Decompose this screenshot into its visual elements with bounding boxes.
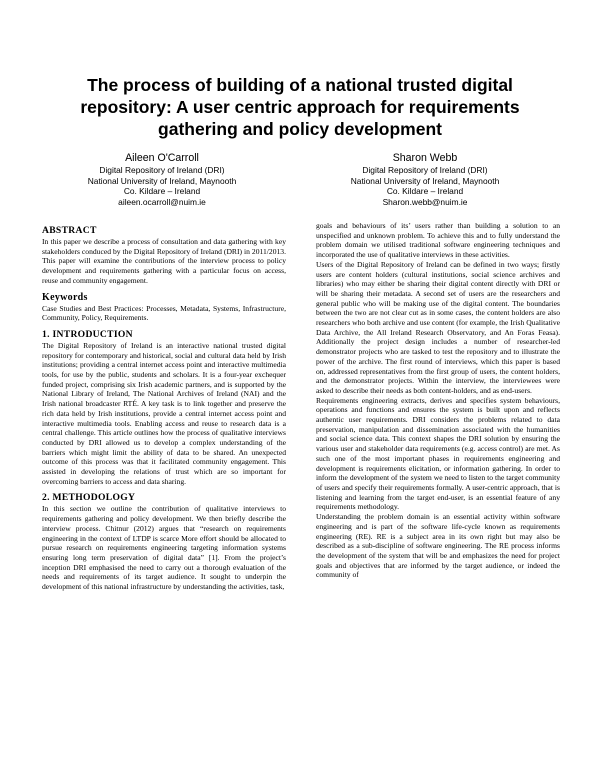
right-column (316, 221, 560, 580)
author-affiliation: National University of Ireland, Maynooth (87, 175, 237, 186)
author-email: Sharon.webb@nuim.ie (382, 196, 468, 207)
author-name: Sharon Webb (392, 152, 458, 164)
introduction-heading: 1. INTRODUCTION (42, 328, 133, 340)
author-location: Co. Kildare – Ireland (123, 186, 201, 197)
paper-title: The process of building of a national trusted digital repository: A user centric approach for requirements gathering and policy development (80, 75, 520, 139)
body-paragraph: Understanding the problem domain is an essential activity within software engineering and is part of the software life-cycle known as requirements engineering (RE). RE is a subject area in its own right but may also be described as a sub-discipline of software engineering. The RE process informs the development of the system that will be and emphasizes the need for project goals and objectives that are informed by the target audience, or indeed the community of (316, 512, 560, 580)
keywords-text: Case Studies and Best Practices: Processes, Metadata, Systems, Infrastructure, Community, Policy, Requirements. (42, 303, 286, 323)
author-name: Aileen O'Carroll (125, 152, 199, 164)
methodology-heading: 2. METHODOLOGY (42, 492, 136, 504)
abstract-text: In this paper we describe a process of consultation and data gathering with key stakeholders conduced by the Digital Repository of Ireland (DRI) in 2011/2013. This paper will examine the contributions of the interview process to policy development and requirements gathering with a particular focus on access, reuse and community engagement. (42, 237, 286, 285)
methodology-paragraph: In this section we outline the contribution of qualitative interviews to requirements gathering and policy development. We then briefly describe the interview process. Chitnur (2012) argues that “research on requirements engineering in the context of LTDP is scarce More effort should be allocated to pursue research on requirements engineering targeting information systems ensuring long term preservation of digital data” [1]. From the project’s inception DRI emphasised the need to carry out a thorough evaluation of the needs and requirements of its target audience. It sought to underpin the development of this national infrastructure by understanding the activities, task, (42, 504, 286, 592)
left-column (42, 221, 286, 592)
author-affiliation: Digital Repository of Ireland (DRI) (362, 165, 488, 175)
author-location: Co. Kildare – Ireland (386, 186, 464, 197)
author-block-2 (305, 152, 545, 207)
author-email: aileen.ocarroll@nuim.ie (118, 196, 206, 207)
author-block-1 (42, 152, 282, 207)
body-paragraph: Users of the Digital Repository of Ireland can be defined in two ways; firstly users are content holders (cultural institutions, social science archives and libraries) who may either be sharing their digital content directly with DRI or will be sharing their metadata. A second set of users are the researchers and general public who will be making use of the digital content. The boundaries between the two are not clear cut as in some cases, the content holders are also researchers who both archive and use content (for example, the Irish Qualitative Data Archive, the All Ireland Research Observatory, and An Foras Feasa). Additionally the project design includes a number of researcher-led demonstrator projects who are tasked to test the repository and to illustrate the power of the archive. The first round of interviews, which this paper is based on, addressed representatives from the first group of users, the content holders, and the demonstrator projects. Within the interview, the interviewees were asked to describe their needs as both content-holders, and as end-users. (316, 259, 560, 395)
body-paragraph: Requirements engineering extracts, derives and specifies system behaviours, operations and functions and ensures the system is built upon and reflects authentic user requirements. DRI considers the problems related to data preservation, manipulation and dissemination associated with the humanities and social science data. This context shapes the DRI solution by ensuring the various user and stakeholder data requirements (e.g. access control) are met. As such one of the most important phases in requirements engineering and development is requirements elicitation, or information gathering. In order to inform the development of the system we need to listen to the target community of users and specify their requirements formally. A user-centric approach, that is listening and learning from the target end-user, is an essential feature of any requirements methodology. (316, 395, 560, 512)
abstract-heading: ABSTRACT (42, 225, 97, 236)
body-paragraph: goals and behaviours of its’ users rather than building a solution to an unspecified and unknown problem. To achieve this and to fully understand the problem domain we utilised traditional software engineering techniques and incorporated the use of qualitative interviews in these activities. (316, 221, 560, 260)
author-affiliation: National University of Ireland, Maynooth (350, 175, 500, 186)
author-affiliation: Digital Repository of Ireland (DRI) (99, 165, 225, 175)
introduction-paragraph: The Digital Repository of Ireland is an interactive national trusted digital repository for contemporary and historical, social and cultural data held by Irish institutions; providing a central internet access point and interactive multimedia tools, for use by the public, students and scholars. It is a four-year exchequer funded project, comprising six Irish academic partners, and is supported by the National Library of Ireland, The National Archives of Ireland (NAI) and the Irish national broadcaster RTÉ. A key task is to link together and preserve the rich data held by Irish institutions, provide a central internet access point and interactive multimedia tools. Enabling access and reuse to research data is a central challenge. This article outlines how the process of qualitative interviews conducted by DRI allowed us to develop a complex understanding of the barriers which might limit the ability of data to be shared. An unexpected outcome of this process was that it facilitated community engagement. This assisted in developing the relations of trust which are so important for overcoming barriers to access and data sharing. (42, 340, 286, 486)
keywords-heading: Keywords (42, 291, 88, 303)
